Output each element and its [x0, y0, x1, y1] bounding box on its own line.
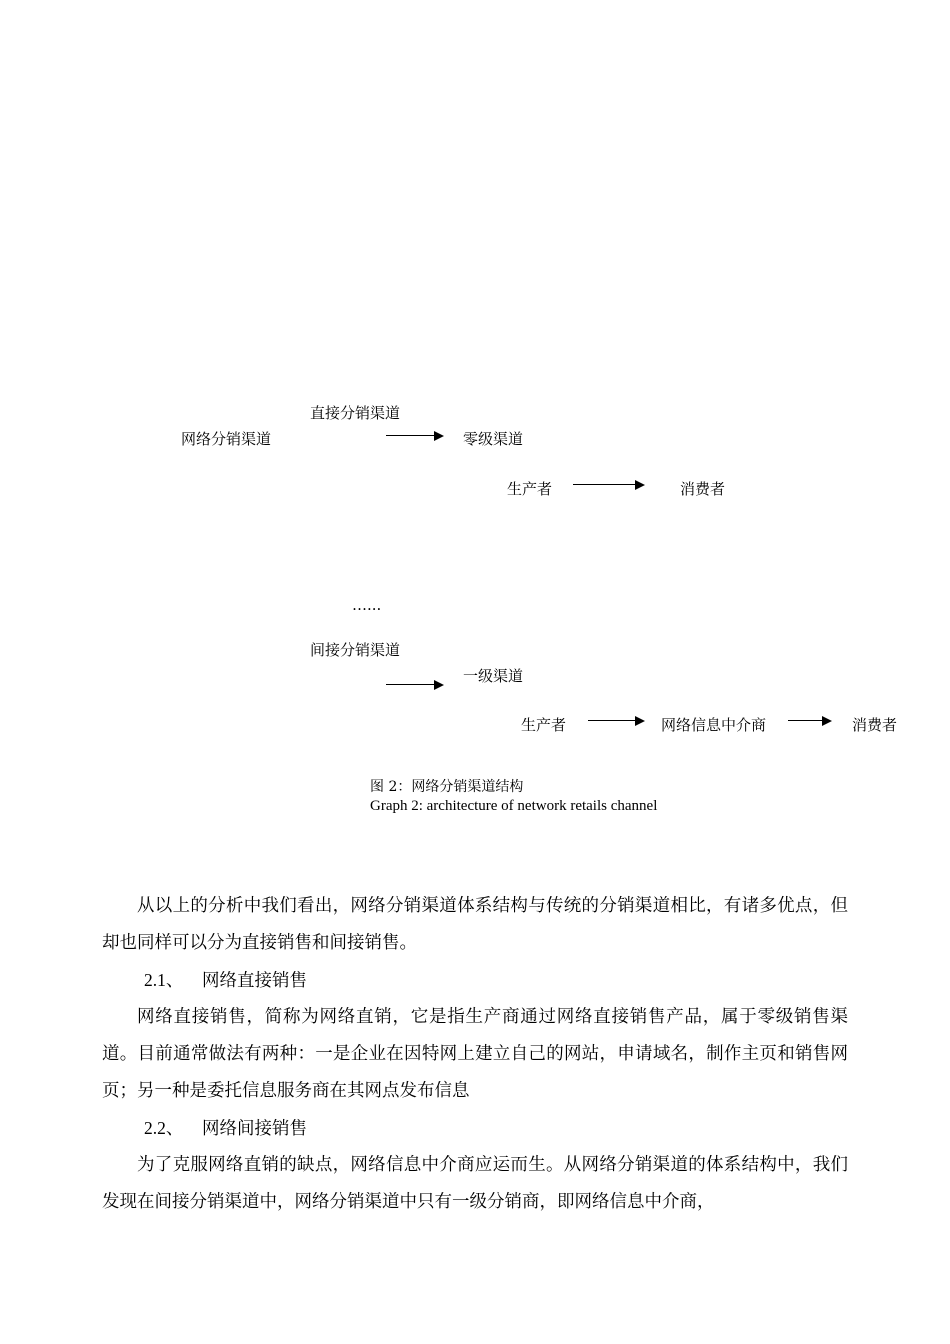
section-number: 2.2、 — [144, 1118, 184, 1138]
arrow-shaft — [386, 435, 436, 436]
section-title: 网络间接销售 — [202, 1119, 307, 1139]
section-heading-direct-sales — [144, 962, 307, 1000]
paragraph-indirect-sales: 为了克服网络直销的缺点，网络信息中介商应运而生。从网络分销渠道的体系结构中，我们发现在间接分销渠道中，网络分销渠道中只有一级分销商，即网络信息中介商， — [102, 1155, 848, 1212]
arrow-shaft — [386, 684, 436, 685]
arrowhead — [434, 680, 444, 690]
one-level-channel-label: 一级渠道 — [463, 667, 524, 685]
ellipsis-mark: …... — [352, 596, 382, 614]
section-heading-indirect-sales — [144, 1110, 307, 1148]
indirect-producer-to-intermediary-arrow — [588, 716, 645, 726]
section-title: 网络直接销售 — [202, 971, 307, 991]
direct-channel-label: 直接分销渠道 — [310, 404, 401, 422]
network-channel-root-label: 网络分销渠道 — [181, 430, 272, 448]
indirect-consumer-label: 消费者 — [852, 716, 898, 734]
arrowhead — [434, 431, 444, 441]
arrowhead — [635, 480, 645, 490]
indirect-channel-label: 间接分销渠道 — [310, 641, 401, 659]
arrow-shaft — [788, 720, 824, 721]
root-to-zero-level-arrow — [386, 431, 444, 441]
section-number: 2.1、 — [144, 970, 184, 990]
direct-producer-to-consumer-arrow — [573, 480, 645, 490]
root-to-one-level-arrow — [386, 680, 444, 690]
zero-level-channel-label: 零级渠道 — [463, 430, 524, 448]
paragraph-direct-sales: 网络直接销售，简称为网络直销，它是指生产商通过网络直接销售产品，属于零级销售渠道。目前通常做法有两种：一是企业在因特网上建立自己的网站，申请域名，制作主页和销售网页；另一种是委托信息服务商在其网点发布信息 — [102, 1007, 848, 1101]
figure-caption-en: Graph 2: architecture of network retails channel — [370, 798, 658, 814]
arrowhead — [635, 716, 645, 726]
intermediary-to-consumer-arrow — [788, 716, 832, 726]
direct-consumer-label: 消费者 — [680, 480, 726, 498]
info-intermediary-label: 网络信息中介商 — [661, 716, 767, 734]
indirect-producer-label: 生产者 — [521, 716, 567, 734]
direct-producer-label: 生产者 — [507, 480, 553, 498]
paragraph-analysis: 从以上的分析中我们看出，网络分销渠道体系结构与传统的分销渠道相比，有诸多优点，但却也同样可以分为直接销售和间接销售。 — [102, 896, 848, 953]
figure-caption-zh: 图 2：网络分销渠道结构 — [370, 779, 524, 795]
arrow-shaft — [588, 720, 637, 721]
arrowhead — [822, 716, 832, 726]
arrow-shaft — [573, 484, 637, 485]
